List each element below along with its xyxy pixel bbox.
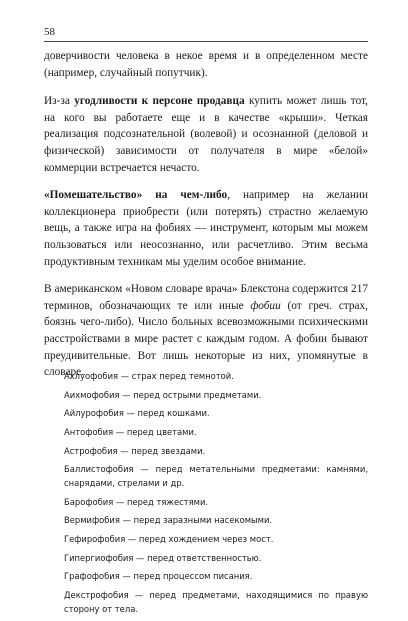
header-rule [44,41,368,42]
list-item: Астрофобия — перед звездами. [64,445,206,456]
page-number: 58 [44,26,55,38]
phobia-list [64,370,368,621]
list-item: Декстрофобия — перед предметами, находящимися по правую сторону от тела. [64,590,368,614]
list-item: Графофобия — перед процессом писания. [64,571,253,582]
list-item: Барофобия — перед тяжестями. [64,496,209,507]
paragraph-3: «Помешательство» на чем-либо, например на желании коллекционера приобрести (или потерять) страстно желаемую вещь, а также игра на фобиях — инструмент, которым мы можем пользоваться или неосознанно, или расчетливо. Этим весьма продуктивным техникам мы уделим особое внимание. [44,189,369,268]
paragraph-2: Из-за угодливости к персоне продавца купить может лишь тот, на кого вы работаете еще и в качестве «крыши». Четкая реализация подсознательной (волевой) и осознанной (деловой и физической) зависимости от получателя в мире «белой» коммерции встречается нечасто. [44,95,368,174]
body-text [44,48,368,392]
list-item: Аихмофобия — перед острыми предметами. [64,389,262,400]
paragraph-1: доверчивости человека в некое время и в определенном месте (например, случайный попутчик). [44,50,368,79]
list-item: Ахлуофобия — страх перед темнотой. [64,371,234,381]
list-item: Айлурофобия — перед кошками. [64,408,210,419]
list-item: Гефирофобия — перед хождением через мост. [64,534,274,544]
list-item: Баллистофобия — перед метательными предметами: камнями, снарядами, стрелами и др. [64,464,368,488]
list-item: Вермифобия — перед заразными насекомыми. [64,515,273,526]
italic-term: фобии [250,299,281,312]
paragraph-4: В американском «Новом словаре врача» Блекстона содержится 217 терминов, обозначающих те или иные фобии (от греч. страх, боязнь чего-либо). Число больных всевозможными психическими расстройствами в мире растет с каждым годом. А фобии бывают преудивительные. Вот лишь некоторые из них, упомянутые в словаре. [44,283,368,379]
bold-phrase: угодливости к персоне продавца [74,95,245,108]
list-item: Антофобия — перед цветами. [64,427,197,438]
bold-phrase: «Помешательство» на чем-либо [44,189,228,202]
list-item: Гипергиофобия — перед ответственностью. [64,552,262,563]
